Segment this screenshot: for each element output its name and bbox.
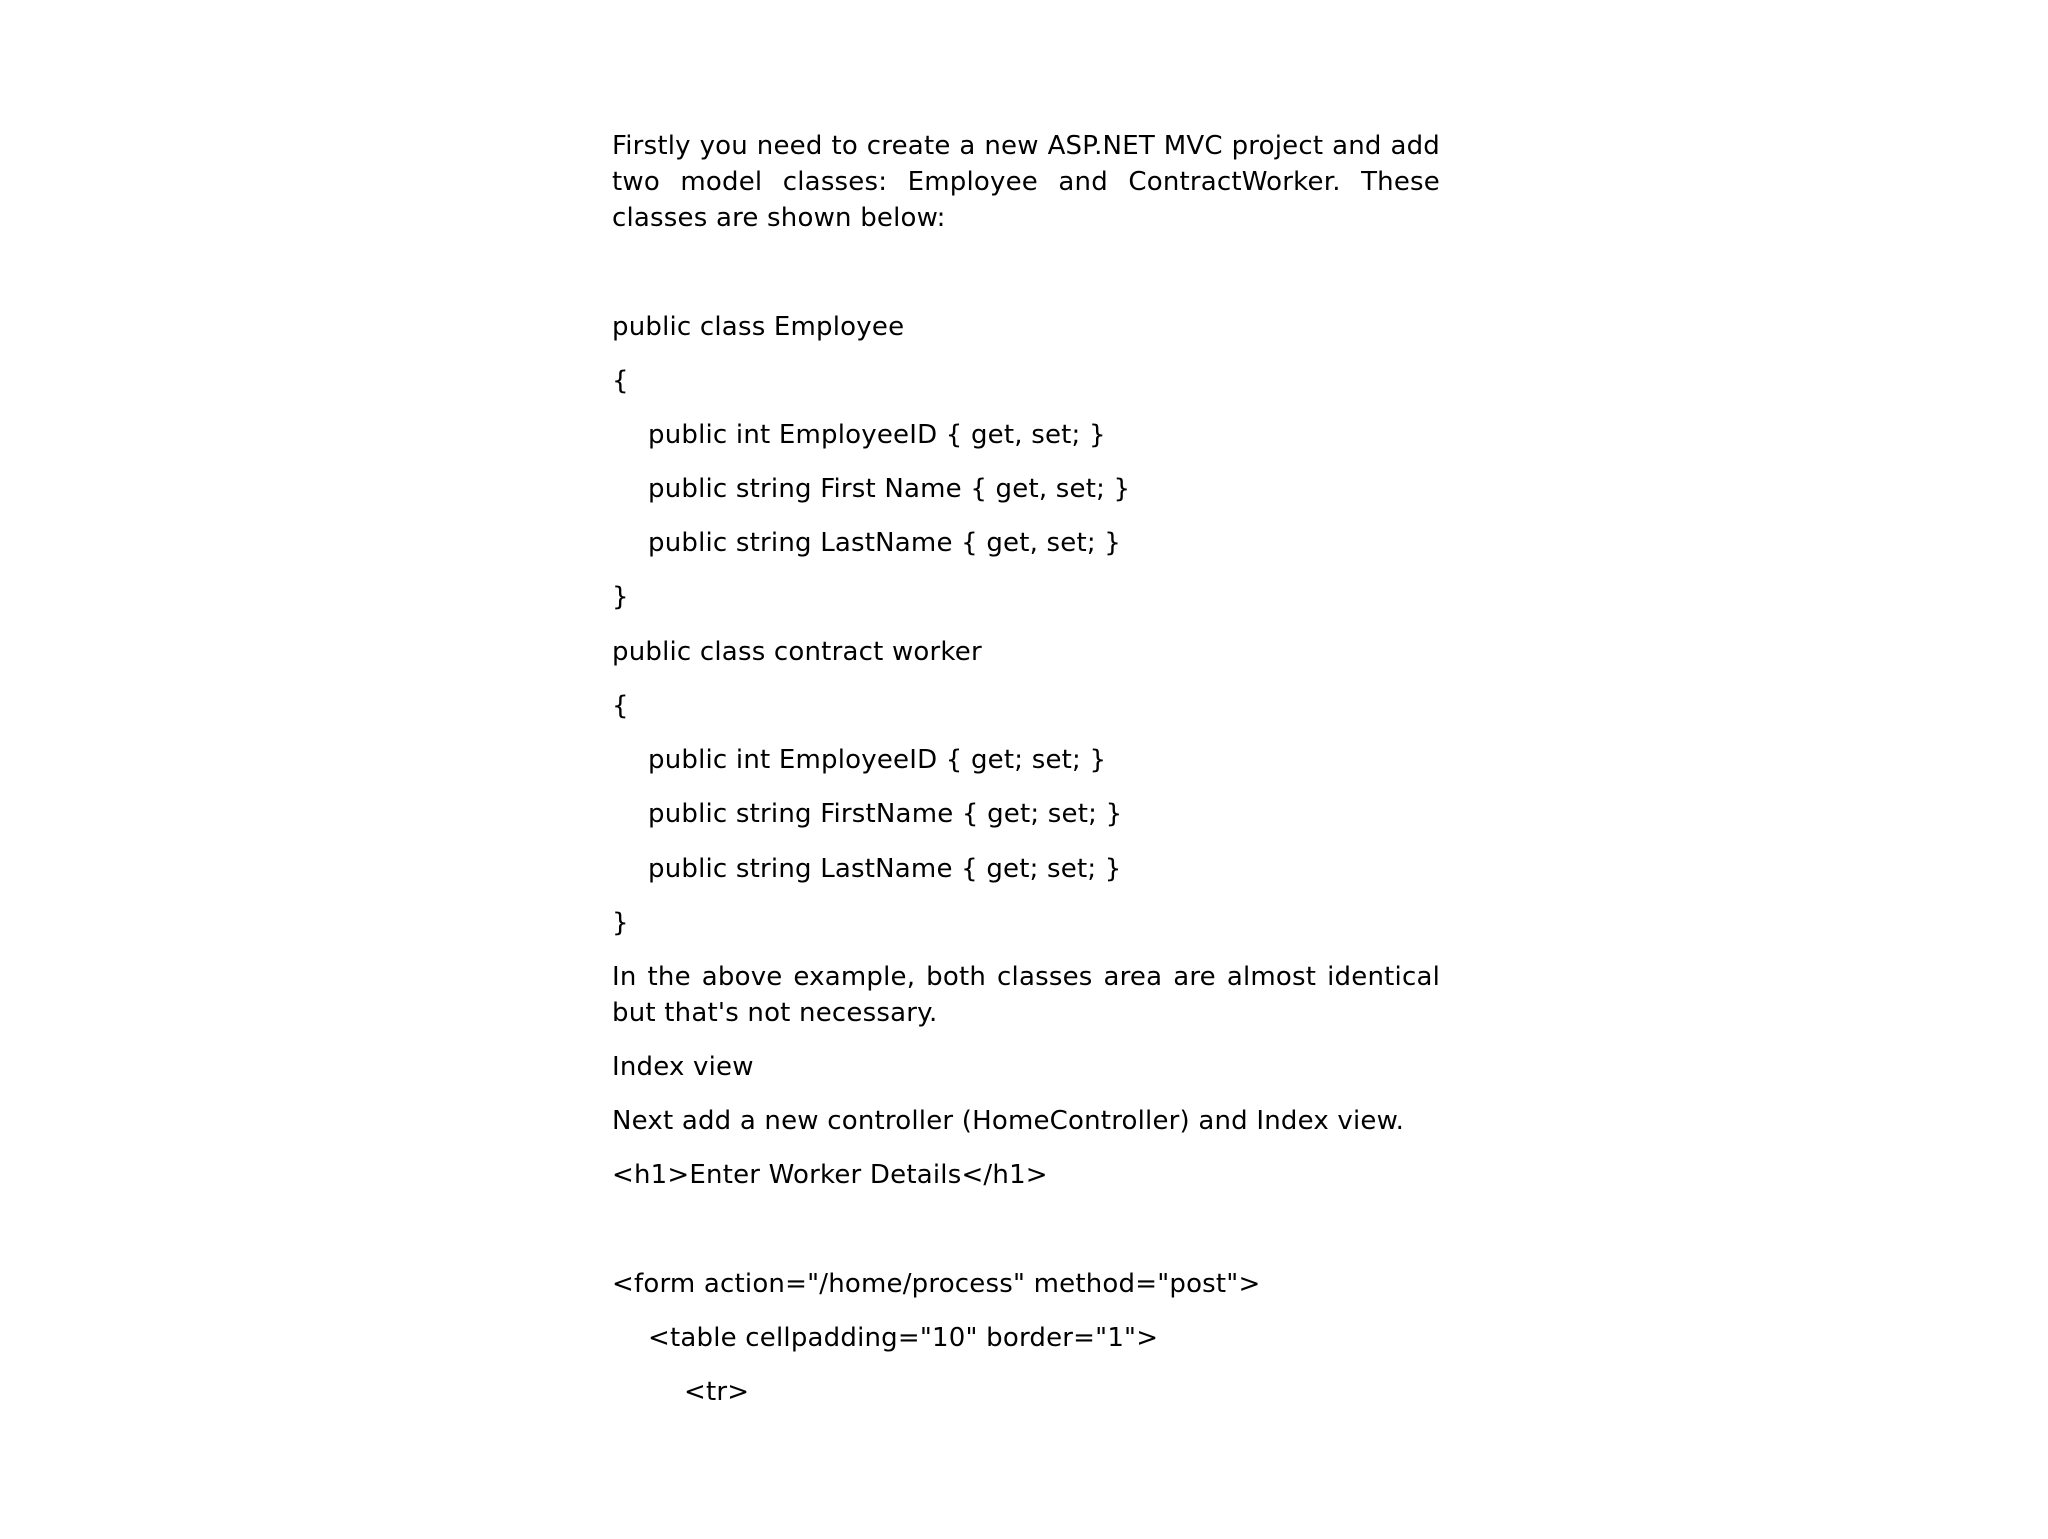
contract-worker-member-id: public int EmployeeID { get; set; } xyxy=(648,745,1107,775)
contract-worker-member-first-name: public string FirstName { get; set; } xyxy=(648,799,1123,829)
contract-worker-class-declaration: public class contract worker xyxy=(612,637,982,667)
contract-worker-class-close-brace: } xyxy=(612,908,629,938)
markup-line-table: <table cellpadding="10" border="1"> xyxy=(648,1323,1159,1353)
employee-class-close-brace: } xyxy=(612,582,629,612)
contract-worker-member-last-name: public string LastName { get; set; } xyxy=(648,854,1122,884)
employee-class-open-brace: { xyxy=(612,366,629,396)
contract-worker-class-open-brace: { xyxy=(612,691,629,721)
section-heading: Index view xyxy=(612,1052,754,1082)
employee-member-id: public int EmployeeID { get, set; } xyxy=(648,420,1106,450)
employee-class-declaration: public class Employee xyxy=(612,312,905,342)
markup-line-form: <form action="/home/process" method="post"> xyxy=(612,1269,1261,1299)
next-step-text: Next add a new controller (HomeController) and Index view. xyxy=(612,1106,1405,1136)
employee-member-first-name: public string First Name { get, set; } xyxy=(648,474,1131,504)
intro-paragraph: Firstly you need to create a new ASP.NET MVC project and add two model classes: Employee and ContractWorker. These classes are shown below: xyxy=(612,131,1440,233)
markup-line-tr: <tr> xyxy=(684,1377,750,1407)
explanation-paragraph: In the above example, both classes area are almost identical but that's not necessary. xyxy=(612,962,1440,1028)
markup-line-h1: <h1>Enter Worker Details</h1> xyxy=(612,1160,1048,1190)
employee-member-last-name: public string LastName { get, set; } xyxy=(648,528,1122,558)
